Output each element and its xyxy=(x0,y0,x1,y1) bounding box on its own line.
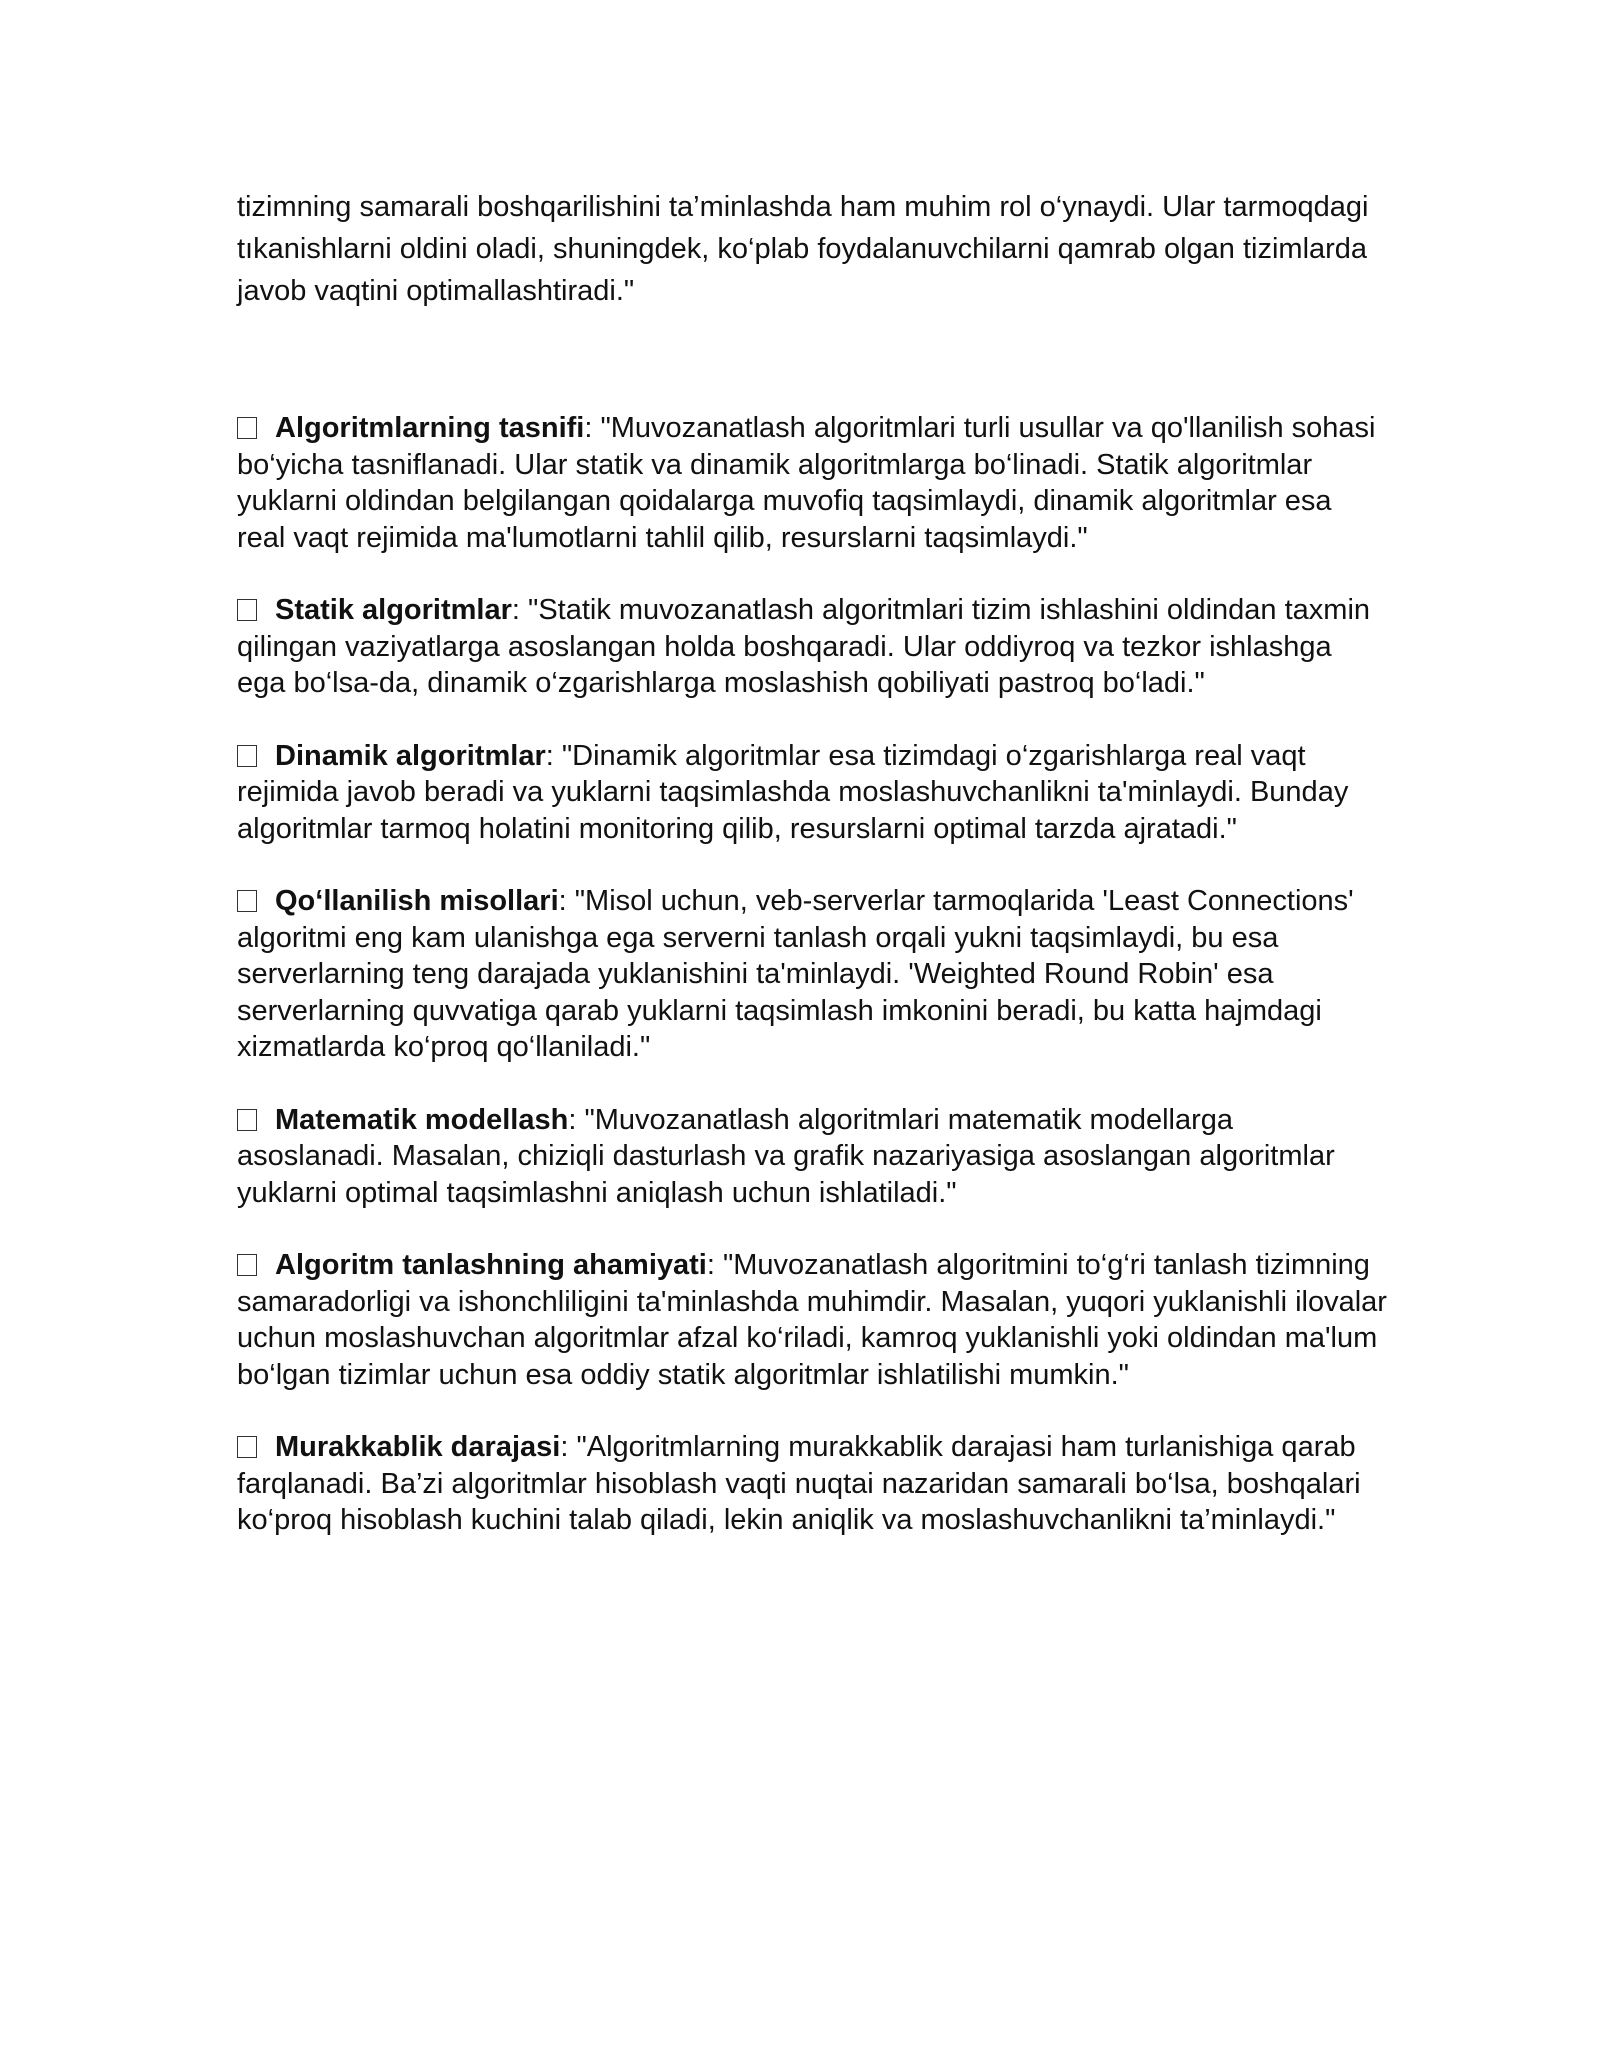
checkbox-icon xyxy=(237,1254,257,1276)
intro-paragraph: tizimning samarali boshqarilishini ta’minlashda ham muhim rol o‘ynaydi. Ular tarmoqdagi tıkanishlarni oldini oladi, shuningdek, ko‘plab foydalanuvchilarni qamrab olgan tizimlarda javob vaqtini optimallashtiradi." xyxy=(237,191,1369,307)
list-item xyxy=(237,1429,1387,1539)
item-term: Murakkablik darajasi xyxy=(275,1431,561,1463)
item-term: Matematik modellash xyxy=(275,1103,569,1136)
checkbox-icon xyxy=(237,1109,257,1131)
checkbox-icon xyxy=(237,1436,257,1458)
item-term: Algoritmlarning tasnifi xyxy=(275,412,585,444)
item-term: Dinamik algoritmlar xyxy=(275,739,546,772)
item-term: Qo‘llanilish misollari xyxy=(275,885,559,917)
item-text: : "Statik muvozanatlash algoritmlari tizim ishlashini oldindan taxmin qilingan vaziyatlarga asoslangan holda boshqaradi. Ular oddiyroq va tezkor ishlashga ega bo‘lsa-da, dinamik o‘zgarishlarga moslashish qobiliyati pastroq bo‘ladi." xyxy=(237,594,1371,699)
list-item xyxy=(237,1102,1387,1212)
item-text: : "Muvozanatlash algoritmlari turli usullar va qo'llanilish sohasi bo‘yicha tasniflanadi. Ular statik va dinamik algoritmlarga bo‘linadi. Statik algoritmlar yuklarni oldindan belgilangan qoidalarga muvofiq taqsimlaydi, dinamik algoritmlar esa real vaqt rejimida ma'lumotlarni tahlil qilib, resurslarni taqsimlaydi." xyxy=(237,412,1376,554)
checkbox-icon xyxy=(237,745,257,767)
item-term: Algoritm tanlashning ahamiyati xyxy=(275,1249,707,1281)
item-term: Statik algoritmlar xyxy=(275,594,512,626)
list-item xyxy=(237,883,1387,1066)
list-item xyxy=(237,738,1387,848)
list-item xyxy=(237,410,1387,556)
item-text: : "Dinamik algoritmlar esa tizimdagi o‘zgarishlarga real vaqt rejimida javob beradi va yuklarni taqsimlashda moslashuvchanlikni ta'minlaydi. Bunday algoritmlar tarmoq holatini monitoring qilib, resurslarni optimal tarzda ajratadi." xyxy=(237,739,1349,845)
list-item xyxy=(237,592,1387,702)
checkbox-icon xyxy=(237,890,257,912)
checkbox-icon xyxy=(237,417,257,439)
item-text: : "Muvozanatlash algoritmlari matematik modellarga asoslanadi. Masalan, chiziqli dasturlash va grafik nazariyasiga asoslangan algoritmlar yuklarni optimal taqsimlashni aniqlash uchun ishlatiladi." xyxy=(237,1103,1335,1209)
checkbox-icon xyxy=(237,599,257,621)
document-page xyxy=(237,186,1387,1575)
item-text: : "Misol uchun, veb-serverlar tarmoqlarida 'Least Connections' algoritmi eng kam ulanishga ega serverni tanlash orqali yukni taqsimlaydi, bu esa serverlarning teng darajada yuklanishini ta'minlaydi. 'Weighted Round Robin' esa serverlarning quvvatiga qarab yuklarni taqsimlash imkonini beradi, bu katta hajmdagi xizmatlarda ko‘proq qo‘llaniladi." xyxy=(237,885,1354,1063)
list-item xyxy=(237,1247,1387,1393)
item-text: : "Muvozanatlash algoritmini to‘g‘ri tanlash tizimning samaradorligi va ishonchliligini ta'minlashda muhimdir. Masalan, yuqori yuklanishli ilovalar uchun moslashuvchan algoritmlar afzal ko‘riladi, kamroq yuklanishli yoki oldindan ma'lum bo‘lgan tizimlar uchun esa oddiy statik algoritmlar ishlatilishi mumkin." xyxy=(237,1249,1387,1391)
bullet-list xyxy=(237,410,1387,1539)
item-text: : "Algoritmlarning murakkablik darajasi ham turlanishiga qarab farqlanadi. Ba’zi algoritmlar hisoblash vaqti nuqtai nazaridan samarali bo‘lsa, boshqalari ko‘proq hisoblash kuchini talab qiladi, lekin aniqlik va moslashuvchanlikni ta’minlaydi." xyxy=(237,1431,1361,1536)
